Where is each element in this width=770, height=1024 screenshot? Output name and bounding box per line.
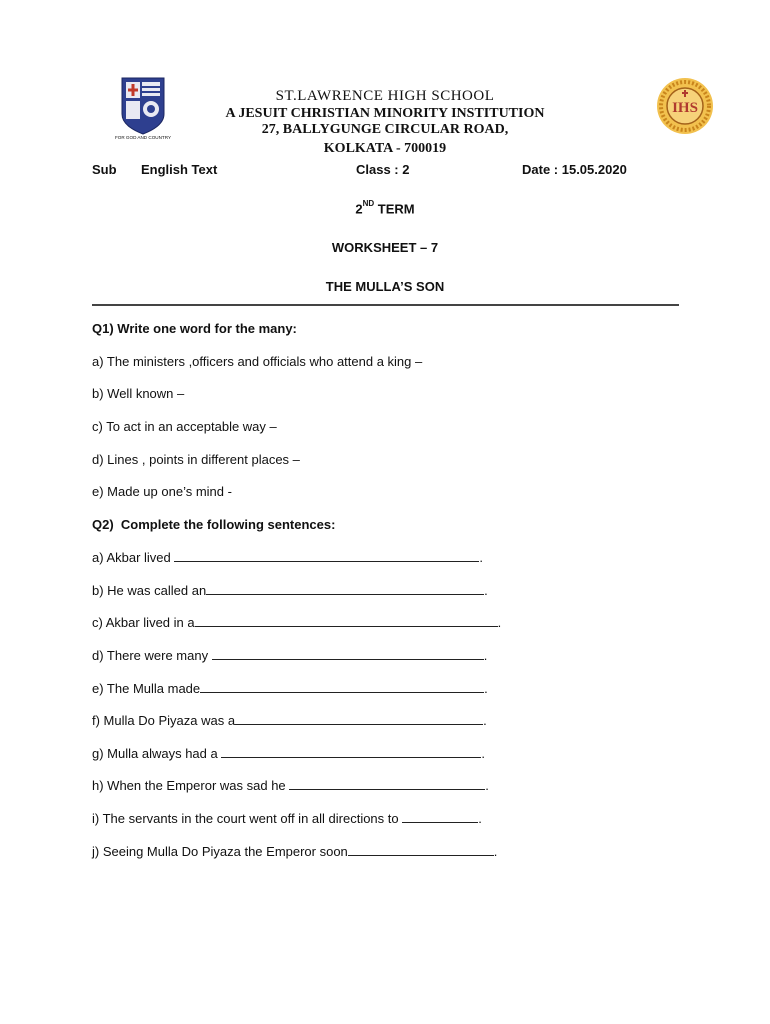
q2-item-h-prompt: h) When the Emperor was sad he (92, 778, 290, 793)
answer-blank-j[interactable] (348, 843, 494, 856)
seal-letters: IHS (672, 100, 698, 116)
q1-item-b: b) Well known – (92, 386, 185, 401)
q2-item-g-prompt: g) Mulla always had a (92, 746, 222, 761)
worksheet-number: WORKSHEET – 7 (331, 240, 439, 255)
lesson-title: THE MULLA’S SON (325, 279, 445, 294)
q2-item-j-prompt: j) Seeing Mulla Do Piyaza the Emperor soon (92, 844, 348, 859)
q2-item-d-prompt: d) There were many (92, 648, 212, 663)
subject-value: English Text (141, 162, 218, 177)
answer-blank-h[interactable] (289, 777, 485, 790)
q2-item-c-prompt: c) Akbar lived in a (92, 615, 195, 630)
q1-item-c: c) To act in an acceptable way – (92, 419, 277, 434)
q2-item-f (92, 712, 487, 728)
q1-item-a: a) The ministers ,officers and officials who attend a king – (92, 354, 423, 369)
class-info: Class : 2 (356, 162, 410, 177)
q2-item-e-prompt: e) The Mulla made (92, 681, 201, 696)
answer-blank-g[interactable] (221, 745, 481, 758)
q2-item-f-prompt: f) Mulla Do Piyaza was a (92, 713, 236, 728)
answer-blank-e[interactable] (200, 680, 484, 693)
q1-heading: Q1) Write one word for the many: (92, 321, 297, 336)
crest-motto: FOR GOD AND COUNTRY (114, 135, 172, 140)
q2-item-j (92, 843, 497, 859)
q2-heading: Q2) Complete the following sentences: (92, 517, 336, 532)
answer-blank-b[interactable] (206, 582, 484, 595)
date-info: Date : 15.05.2020 (522, 162, 627, 177)
q2-item-d (92, 647, 487, 663)
divider-rule (92, 304, 679, 306)
q2-item-i-end: . (478, 811, 482, 826)
term-suffix: ND (362, 199, 375, 208)
q2-item-g-end: . (481, 746, 485, 761)
answer-blank-c[interactable] (195, 614, 498, 627)
q2-item-h (92, 777, 489, 793)
answer-blank-i[interactable] (402, 810, 478, 823)
term-word: TERM (377, 201, 415, 217)
q2-item-e-end: . (484, 681, 488, 696)
q2-item-b-end: . (484, 583, 488, 598)
q2-item-c (92, 614, 501, 630)
q2-item-f-end: . (483, 713, 487, 728)
answer-blank-d[interactable] (212, 647, 484, 660)
answer-blank-f[interactable] (235, 712, 483, 725)
answer-blank-a[interactable] (174, 549, 479, 562)
q2-item-h-end: . (485, 778, 489, 793)
q2-item-c-end: . (497, 615, 502, 630)
q2-item-b-prompt: b) He was called an (92, 583, 207, 598)
q2-item-j-end: . (493, 844, 498, 859)
subject-label: Sub (92, 162, 117, 177)
q2-item-a-prompt: a) Akbar lived (92, 550, 175, 565)
q1-item-e: e) Made up one’s mind - (92, 484, 232, 499)
q2-item-e (92, 680, 488, 696)
school-name: ST.LAWRENCE HIGH SCHOOL (275, 88, 495, 104)
school-address: 27, BALLYGUNGE CIRCULAR ROAD, (261, 122, 509, 137)
q2-item-i-prompt: i) The servants in the court went off in all directions to (92, 811, 403, 826)
q2-item-g (92, 745, 485, 761)
q2-item-d-end: . (483, 648, 488, 663)
q1-item-d: d) Lines , points in different places – (92, 452, 300, 467)
institution-name: A JESUIT CHRISTIAN MINORITY INSTITUTION (225, 106, 545, 121)
term-heading (0, 201, 770, 216)
q2-item-i (92, 810, 482, 826)
q2-item-a (92, 549, 483, 565)
q2-item-b (92, 582, 488, 598)
q2-item-a-end: . (479, 550, 483, 565)
school-city: KOLKATA - 700019 (323, 141, 447, 156)
term-number: 2 (355, 201, 363, 217)
